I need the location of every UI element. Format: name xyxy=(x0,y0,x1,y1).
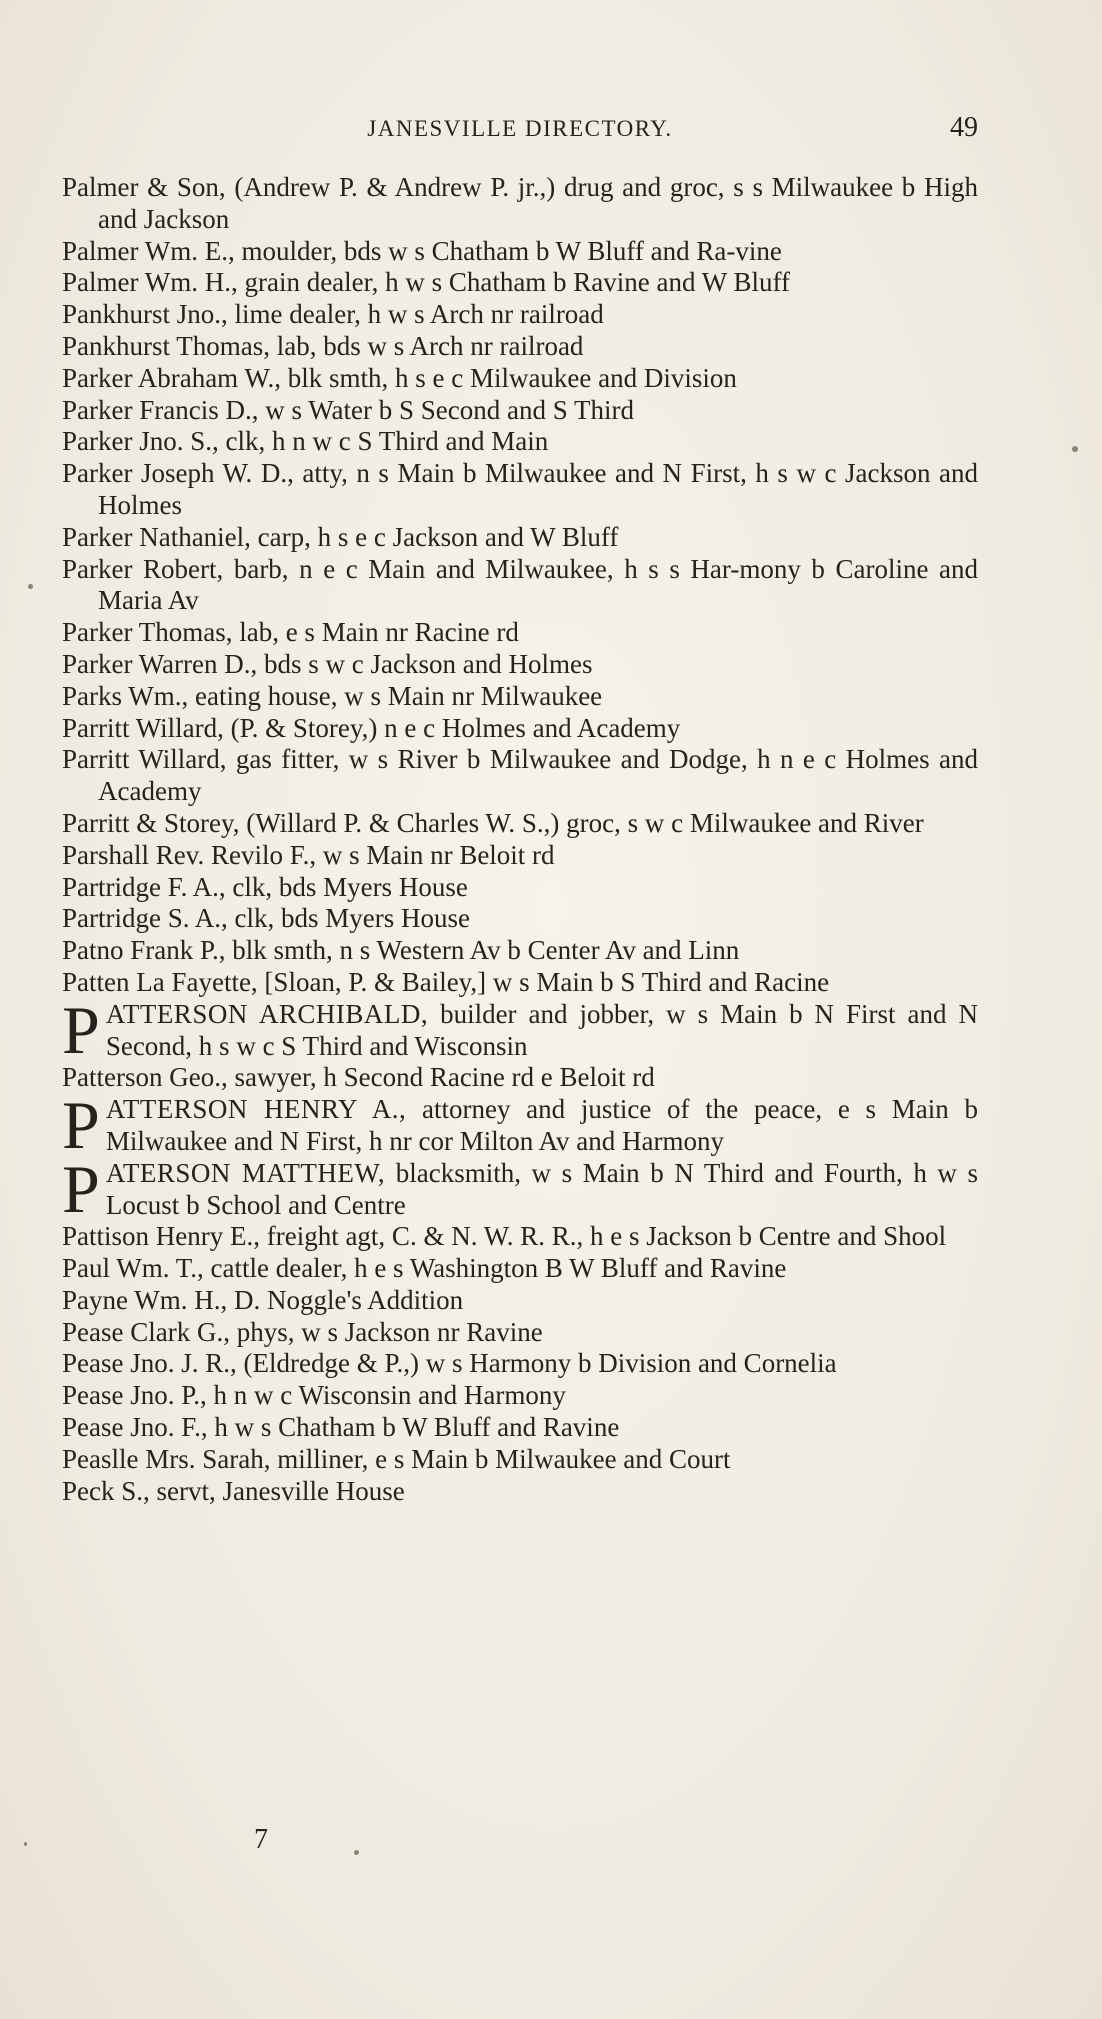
directory-entry: Pankhurst Thomas, lab, bds w s Arch nr railroad xyxy=(62,330,584,361)
directory-entry: Parker Nathaniel, carp, h s e c Jackson and W Bluff xyxy=(62,521,619,552)
featured-text: blacksmith, w s Main b N Third and Fourth, h w s Locust b School and Centre xyxy=(105,1157,978,1220)
directory-entry: Paul Wm. T., cattle dealer, h e s Washington B W Bluff and Ravine xyxy=(62,1253,787,1284)
featured-entry-archibald xyxy=(62,991,978,1068)
directory-entry: Partridge S. A., clk, bds Myers House xyxy=(62,903,470,934)
directory-entry: Parshall Rev. Revilo F., w s Main nr Beloit rd xyxy=(62,839,555,870)
directory-entry: Parker Joseph W. D., atty, n s Main b Milwaukee and N First, h s w c Jackson and Holmes xyxy=(62,458,978,520)
directory-entry: Parks Wm., eating house, w s Main nr Milwaukee xyxy=(62,680,603,711)
directory-entry: Parker Robert, barb, n e c Main and Milwaukee, h s s Har-mony b Caroline and Maria Av xyxy=(62,553,978,616)
directory-entry: Pease Jno. P., h n w c Wisconsin and Harmony xyxy=(62,1380,566,1411)
dropcap-letter: P xyxy=(62,991,100,1068)
featured-entry-henry xyxy=(62,1087,978,1164)
directory-entry: Pankhurst Jno., lime dealer, h w s Arch nr railroad xyxy=(62,299,604,330)
featured-name: ATTERSON ARCHIBALD, xyxy=(105,998,429,1029)
paper-speck xyxy=(354,1850,359,1855)
directory-entry: Patno Frank P., blk smth, n s Western Av b Center Av and Linn xyxy=(62,935,740,966)
directory-entry: Parker Francis D., w s Water b S Second and S Third xyxy=(62,394,634,425)
directory-entry: Partridge F. A., clk, bds Myers House xyxy=(62,871,468,902)
directory-entries xyxy=(62,172,978,1507)
paper-speck xyxy=(24,1842,27,1846)
dropcap-letter: P xyxy=(62,1087,100,1164)
directory-entry: Pease Jno. J. R., (Eldredge & P.,) w s Harmony b Division and Cornelia xyxy=(62,1348,837,1379)
directory-entry: Parritt Willard, (P. & Storey,) n e c Holmes and Academy xyxy=(62,712,681,743)
directory-entry: Palmer & Son, (Andrew P. & Andrew P. jr.,) drug and groc, s s Milwaukee b High and Jackson xyxy=(62,172,978,234)
page-header xyxy=(62,112,978,152)
directory-entry: Pease Clark G., phys, w s Jackson nr Ravine xyxy=(62,1316,543,1347)
directory-entry: Patterson Geo., sawyer, h Second Racine rd e Beloit rd xyxy=(62,1062,655,1093)
featured-name: ATERSON MATTHEW, xyxy=(105,1157,386,1188)
directory-entry: Parritt Willard, gas fitter, w s River b Milwaukee and Dodge, h n e c Holmes and Academy xyxy=(62,744,978,807)
dropcap-letter: P xyxy=(62,1150,100,1227)
directory-entry: Parritt & Storey, (Willard P. & Charles W. S.,) groc, s w c Milwaukee and River xyxy=(62,807,924,838)
signature-mark: 7 xyxy=(254,1824,268,1855)
directory-entry: Parker Jno. S., clk, h n w c S Third and Main xyxy=(62,426,549,457)
directory-entry: Parker Abraham W., blk smth, h s e c Milwaukee and Division xyxy=(62,362,737,393)
directory-entry: Peck S., servt, Janesville House xyxy=(62,1475,405,1506)
featured-entry-matthew xyxy=(62,1150,978,1227)
directory-entry: Palmer Wm. H., grain dealer, h w s Chatham b Ravine and W Bluff xyxy=(62,267,791,298)
running-head: JANESVILLE DIRECTORY. xyxy=(367,116,673,141)
directory-entry: Palmer Wm. E., moulder, bds w s Chatham b W Bluff and Ra-vine xyxy=(62,235,782,266)
paper-speck xyxy=(1072,446,1078,452)
directory-entry: Peaslle Mrs. Sarah, milliner, e s Main b Milwaukee and Court xyxy=(62,1443,731,1474)
directory-entry: Parker Warren D., bds s w c Jackson and Holmes xyxy=(62,648,593,679)
directory-entry: Parker Thomas, lab, e s Main nr Racine rd xyxy=(62,617,519,648)
directory-entry: Payne Wm. H., D. Noggle's Addition xyxy=(62,1284,464,1315)
paper-speck xyxy=(28,584,33,589)
featured-name: ATTERSON HENRY A., xyxy=(105,1094,407,1125)
directory-entry: Pattison Henry E., freight agt, C. & N. W. R. R., h e s Jackson b Centre and Shool xyxy=(62,1221,947,1252)
page-number: 49 xyxy=(950,112,978,143)
featured-text: builder and jobber, w s Main b N First and N Second, h s w c S Third and Wisconsin xyxy=(105,998,978,1061)
featured-text: attorney and justice of the peace, e s Main b Milwaukee and N First, h nr cor Milton Av and Harmony xyxy=(105,1094,978,1156)
directory-entry: Patten La Fayette, [Sloan, P. & Bailey,] w s Main b S Third and Racine xyxy=(62,966,830,997)
directory-entry: Pease Jno. F., h w s Chatham b W Bluff and Ravine xyxy=(62,1412,620,1443)
